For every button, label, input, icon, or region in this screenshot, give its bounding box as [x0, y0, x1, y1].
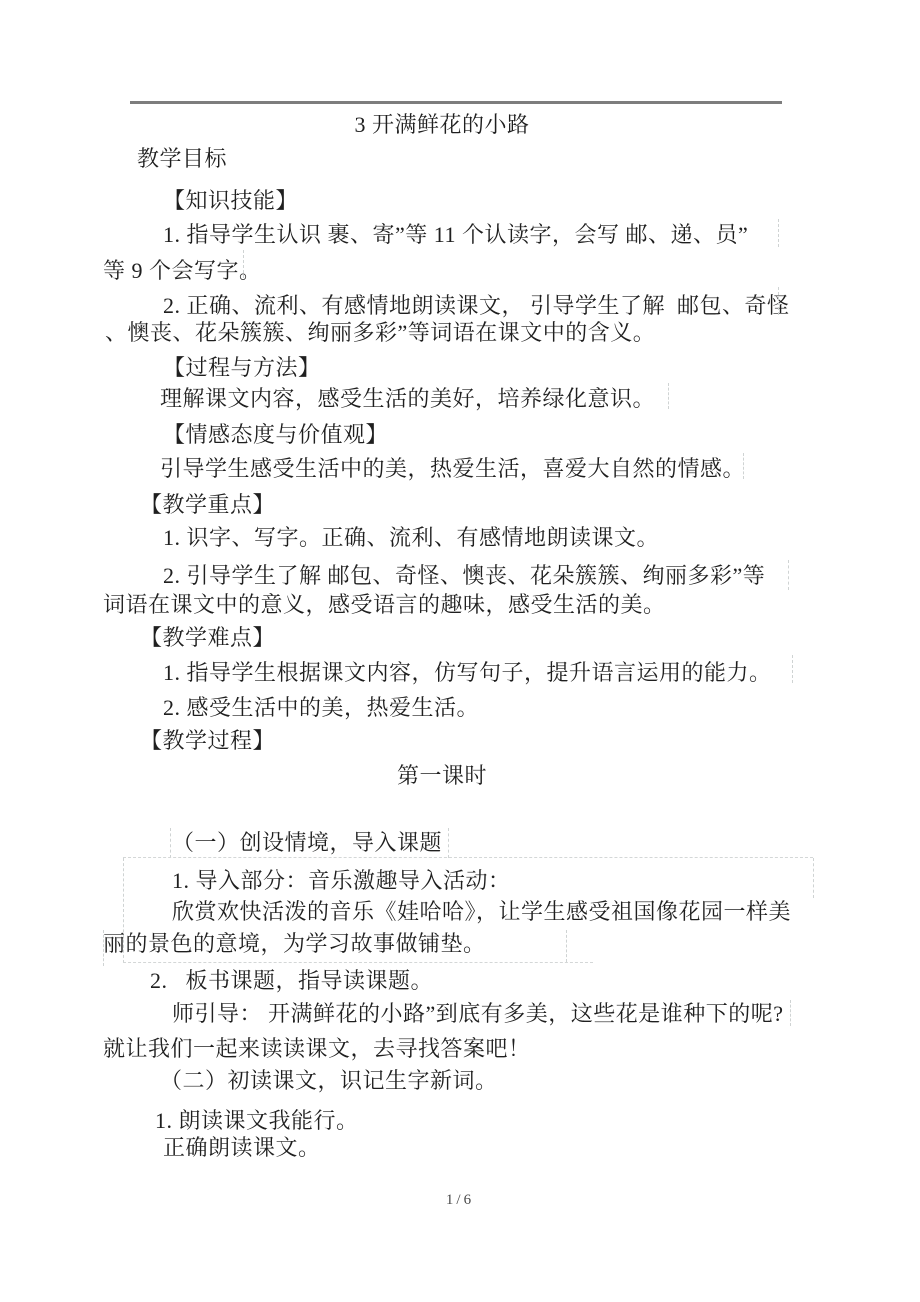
revision-mark — [788, 560, 789, 590]
revision-mark — [123, 962, 593, 963]
text-line: （二）初读课文，识记生字新词。 — [160, 1068, 498, 1093]
text-line: 引导学生感受生活中的美，热爱生活，喜爱大自然的情感。 — [160, 456, 746, 481]
text-line: 1. 指导学生认识 裹、寄”等 11 个认读字，会写 邮、递、员” — [163, 222, 749, 247]
revision-mark — [813, 858, 814, 898]
doc-title: 3 开满鲜花的小路 — [354, 112, 530, 137]
text-line: 词语在课文中的意义，感受语言的趣味，感受生活的美。 — [103, 592, 666, 617]
revision-mark — [668, 383, 669, 409]
text-line: 1. 识字、写字。正确、流利、有感情地朗读课文。 — [163, 525, 660, 550]
text-line: 2. 引导学生了解 邮包、奇怪、懊丧、花朵簇簇、绚丽多彩”等 — [163, 563, 766, 588]
text-line: 教学目标 — [137, 146, 228, 171]
text-line: 等 9 个会写字。 — [103, 258, 262, 283]
text-line: 就让我们一起来读读课文，去寻找答案吧！ — [103, 1036, 531, 1061]
revision-mark — [243, 250, 244, 278]
text-line: 2. 板书课题，指导读课题。 — [150, 968, 434, 993]
revision-mark — [792, 655, 793, 683]
revision-mark — [123, 858, 124, 963]
text-line: 2. 感受生活中的美，热爱生活。 — [163, 695, 480, 720]
text-line: 师引导： 开满鲜花的小路”到底有多美，这些花是谁种下的呢? — [172, 1001, 784, 1026]
text-line: 【知识技能】 — [163, 188, 299, 213]
revision-mark — [448, 828, 449, 858]
revision-mark — [790, 1000, 791, 1026]
revision-mark — [743, 453, 744, 479]
text-line: 【教学过程】 — [140, 728, 276, 753]
text-line: 【情感态度与价值观】 — [163, 422, 389, 447]
text-line: 1. 导入部分：音乐激趣导入活动： — [172, 868, 511, 893]
text-line: 【过程与方法】 — [163, 355, 321, 380]
text-line: （一）创设情境，导入课题 — [172, 830, 443, 855]
text-line: 理解课文内容，感受生活的美好，培养绿化意识。 — [160, 386, 656, 411]
text-line: 正确朗读课文。 — [163, 1135, 321, 1160]
revision-mark — [566, 930, 567, 962]
revision-mark — [170, 828, 171, 858]
section-heading: 第一课时 — [396, 763, 487, 788]
text-line: 丽的景色的意境，为学习故事做铺垫。 — [103, 931, 486, 956]
revision-mark — [123, 857, 813, 858]
text-line: 2. 正确、流利、有感情地朗读课文， 引导学生了解 邮包、奇怪 — [163, 293, 790, 318]
text-line: 【教学重点】 — [140, 492, 276, 517]
revision-mark — [778, 219, 779, 247]
text-line: 1. 朗读课文我能行。 — [155, 1108, 359, 1133]
text-line: 【教学难点】 — [140, 625, 276, 650]
page-number: 1/6 — [445, 1192, 475, 1208]
text-line: 欣赏欢快活泼的音乐《娃哈哈》，让学生感受祖国像花园一样美 — [172, 899, 792, 924]
revision-mark — [103, 930, 104, 966]
text-line: 1. 指导学生根据课文内容，仿写句子，提升语言运用的能力。 — [163, 660, 772, 685]
text-line: 、懊丧、花朵簇簇、绚丽多彩”等词语在课文中的含义。 — [105, 320, 656, 345]
revision-mark — [778, 287, 779, 315]
top-rule — [130, 101, 782, 104]
